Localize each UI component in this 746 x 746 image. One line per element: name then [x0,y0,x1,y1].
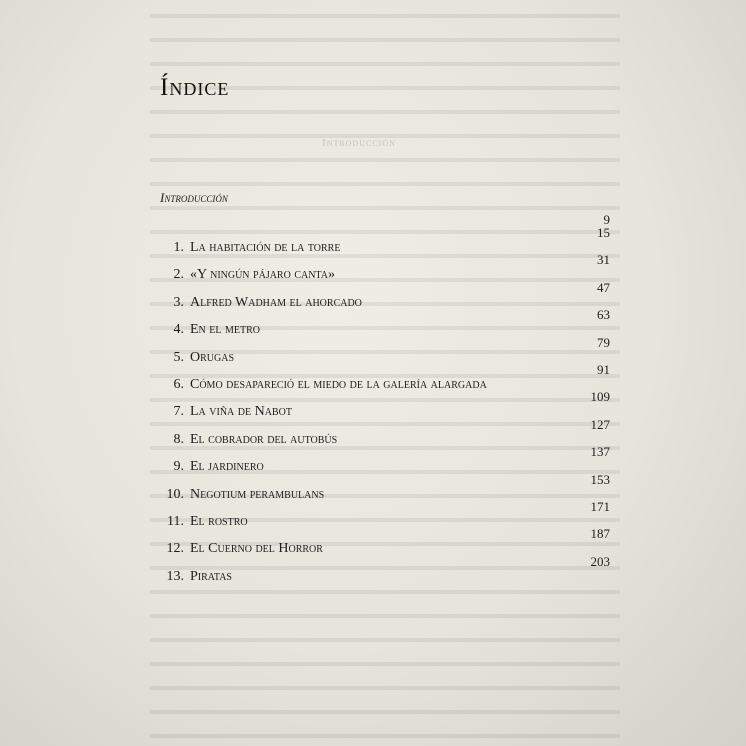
toc-entry-number: 7. [173,404,184,420]
toc-entry-number: 13. [166,568,184,584]
toc-entry-title: Alfred Wadham el ahorcado [190,294,362,310]
toc-entry-title: Orugas [190,349,235,365]
table-of-contents [150,225,610,588]
toc-entry [150,307,610,341]
toc-entry-number: 4. [173,322,184,338]
toc-entry-number: 9. [173,459,184,475]
toc-entry-title: La habitación de la torre [190,240,341,255]
toc-entry-page: 187 [590,526,610,542]
bleed-through-heading: Introducción [322,137,396,149]
toc-entry [150,279,610,314]
toc-entry [150,498,610,533]
toc-entry-title: En el metro [190,322,260,338]
toc-entry-title: La viña de Nabot [190,404,292,420]
toc-entry [150,416,610,451]
toc-entry-page: 15 [597,225,610,240]
toc-entry-page: 63 [597,307,610,323]
toc-entry-title: Piratas [190,568,232,584]
toc-entry [150,252,610,286]
toc-introduction-label: Introducción [160,190,228,205]
toc-entry-number: 10. [166,486,184,502]
toc-entry-page: 127 [590,416,610,432]
toc-entry-page: 79 [597,334,610,350]
toc-entry-number: 3. [173,294,184,310]
toc-entry-title: «Y ningún pájaro canta» [190,267,335,283]
toc-entry-number: 11. [167,513,184,529]
page-title: Índice [160,74,230,101]
toc-entry-title: El Cuerno del Horror [190,541,323,557]
toc-entry-page: 153 [590,471,610,487]
toc-entry-number: 12. [166,541,184,557]
toc-entry-page: 31 [597,252,610,268]
toc-entry [150,334,610,369]
toc-entry-page: 109 [590,389,610,405]
toc-entry-title: El cobrador del autobús [190,431,338,447]
toc-entry-title: El rostro [190,513,248,529]
toc-entry-number: 1. [173,240,184,255]
toc-entry-page: 91 [597,361,610,377]
toc-entry-number: 6. [173,376,184,392]
toc-entry-page: 203 [590,553,610,569]
toc-entry [150,526,610,560]
toc-entry-page: 171 [590,498,610,514]
toc-entry [150,553,610,588]
toc-entry [150,471,610,506]
toc-entry-title: Cómo desapareció el miedo de la galería alargada [190,376,487,392]
toc-entry-title: El jardinero [190,459,264,475]
toc-entry [150,444,610,478]
toc-entry-number: 2. [173,267,184,283]
toc-entry-page: 47 [597,279,610,295]
toc-entry [150,361,610,396]
toc-entry [150,389,610,423]
toc-entry [150,225,610,259]
toc-entry-page: 137 [590,444,610,460]
toc-entry-number: 8. [173,431,184,447]
toc-introduction-page: 9 [603,212,610,227]
toc-entry-number: 5. [173,349,184,365]
toc-entry-title: Negotium perambulans [190,486,325,502]
